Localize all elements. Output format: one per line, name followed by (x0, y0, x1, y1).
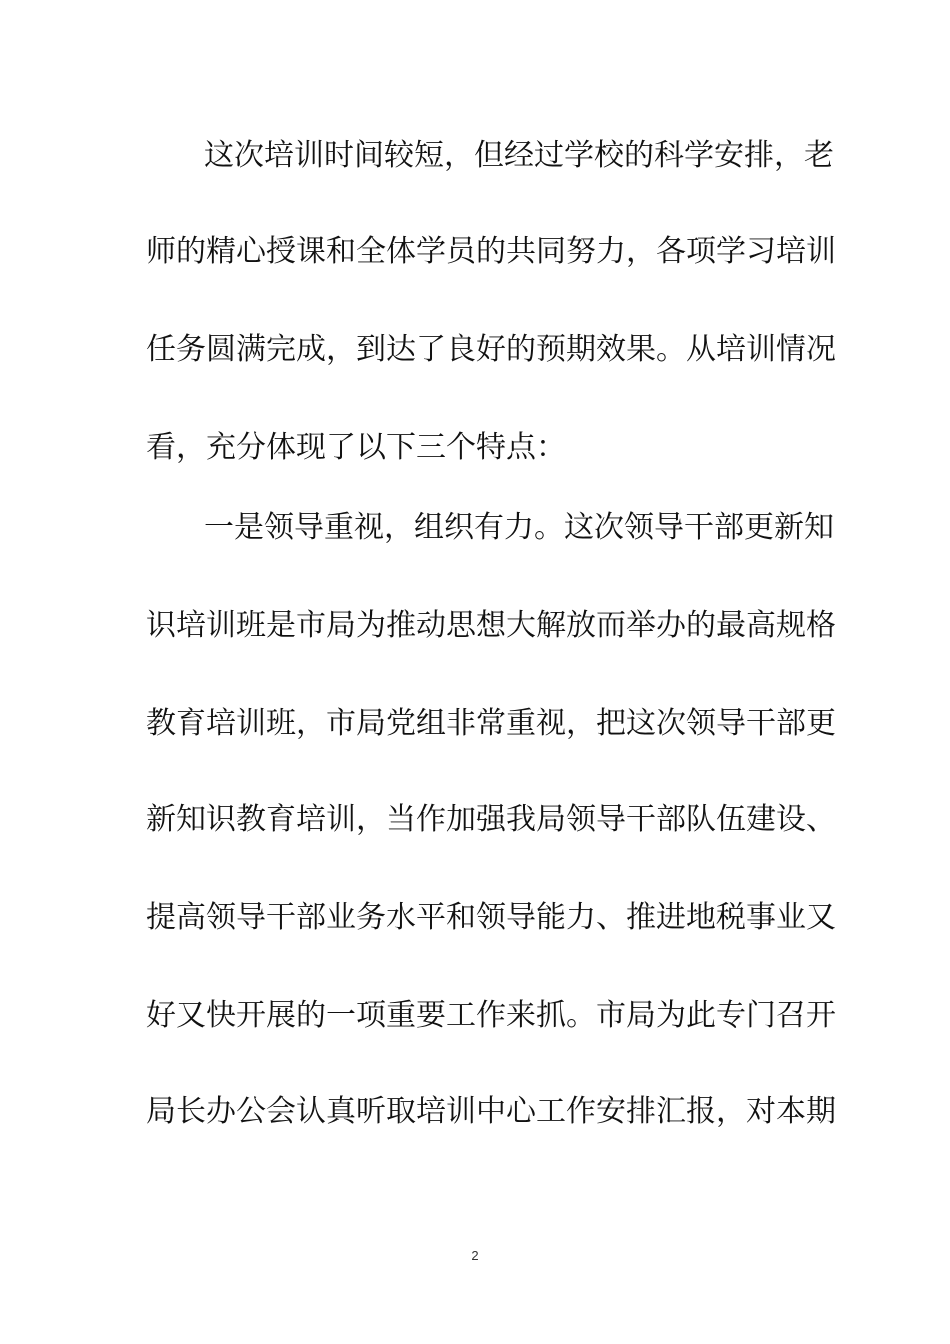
paragraph-line-6: 识培训班是市局为推动思想大解放而举办的最高规格 (146, 608, 836, 643)
paragraph-line-2: 师的精心授课和全体学员的共同努力，各项学习培训 (146, 234, 836, 269)
paragraph-line-1: 这次培训时间较短，但经过学校的科学安排，老 (204, 138, 834, 173)
paragraph-line-5: 一是领导重视，组织有力。这次领导干部更新知 (204, 510, 834, 545)
paragraph-line-7: 教育培训班，市局党组非常重视，把这次领导干部更 (146, 706, 836, 741)
paragraph-line-3: 任务圆满完成，到达了良好的预期效果。从培训情况 (146, 332, 836, 367)
paragraph-line-8: 新知识教育培训，当作加强我局领导干部队伍建设、 (146, 802, 836, 837)
paragraph-line-10: 好又快开展的一项重要工作来抓。市局为此专门召开 (146, 998, 836, 1033)
page-number: 2 (471, 1248, 479, 1263)
paragraph-line-4: 看，充分体现了以下三个特点： (146, 430, 566, 465)
paragraph-line-11: 局长办公会认真听取培训中心工作安排汇报，对本期 (146, 1094, 836, 1129)
paragraph-line-9: 提高领导干部业务水平和领导能力、推进地税事业又 (146, 900, 836, 935)
